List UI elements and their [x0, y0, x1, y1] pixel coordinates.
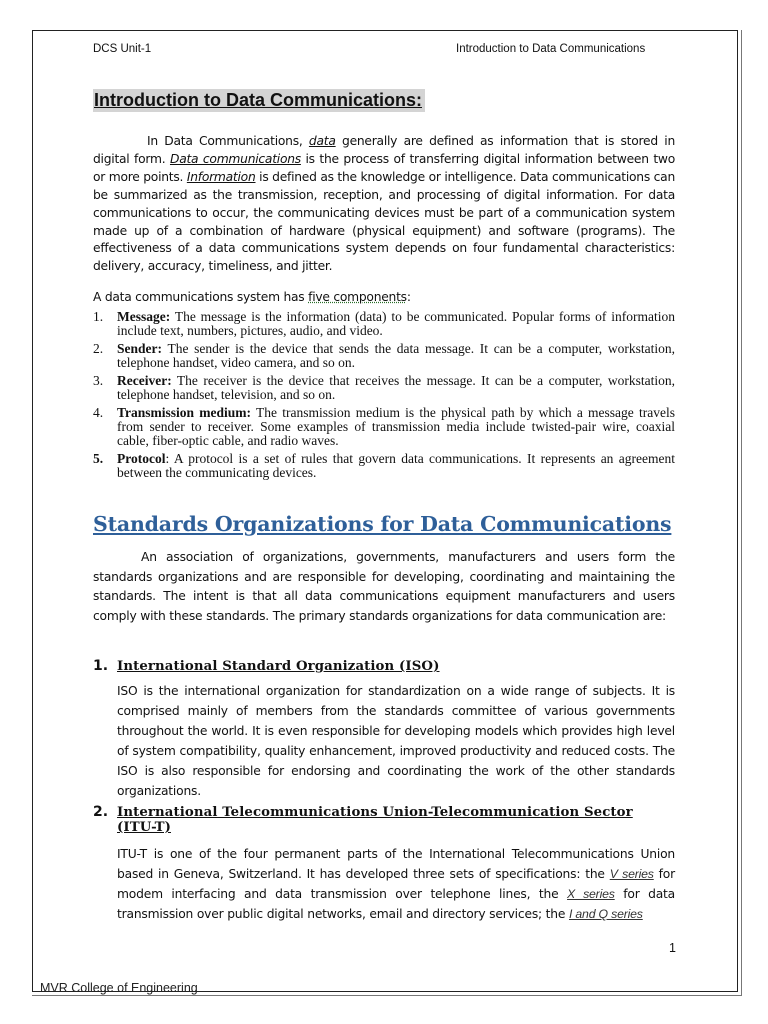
x-series-link: X series	[567, 887, 615, 901]
standards-paragraph: An association of organizations, governments, manufacturers and users form the standards organizations and are responsible for developing, coordinating and maintaining the standards. The intent is that all data communications equipment manufacturers and users comply with these standards. The primary standards organizations for data communication are:	[93, 550, 675, 623]
header-right: Introduction to Data Communications	[456, 43, 646, 55]
page-border-left	[32, 30, 33, 992]
list-item: 2. Sender: The sender is the device that sends the data message. It can be a computer, workstation, telephone handset, video camera, and so on.	[93, 340, 675, 371]
page-number: 1	[669, 941, 676, 955]
i-and-q-series-link: I and Q series	[568, 907, 643, 921]
section-heading-standards: Standards Organizations for Data Communications	[93, 512, 672, 536]
list-item: 3. Receiver: The receiver is the device that receives the message. It can be a computer, workstation, telephone handset, television, and so on.	[93, 372, 675, 403]
term-data: data	[308, 134, 336, 148]
org-body-iso: ISO is the international organization for standardization on a wide range of subjects. It is comprised mainly of members from the standards committee of various governments throughout the world. It is even responsible for developing models which provides high level of system compatibility, quality enhancement, improved productivity and reduced costs. The ISO is also responsible for endorsing and coordinating the work of the other standards organizations.	[117, 684, 675, 798]
org-title-itu-t: International Telecommunications Union-Telecommunication Sector (ITU-T)	[117, 805, 633, 835]
page-border-right	[737, 30, 738, 992]
org-title-iso: International Standard Organization (ISO)	[117, 659, 440, 674]
components-list	[93, 310, 675, 484]
page-title: Introduction to Data Communications:	[93, 89, 425, 112]
list-item: 1. Message: The message is the information (data) to be communicated. Popular forms of information include text, numbers, pictures, audio, and video.	[93, 309, 675, 339]
list-item: 5. Protocol: A protocol is a set of rules that govern data communications. It represents an agreement between the communicating devices.	[93, 450, 675, 481]
header-left: DCS Unit-1	[93, 43, 152, 55]
components-intro: A data communications system has five components:	[93, 290, 411, 304]
org-number: 2.	[93, 804, 109, 820]
intro-paragraph: In Data Communications, data generally are defined as information that is stored in digital form. Data communications is the process of transferring digital information between two or more points. Information is defined as the knowledge or intelligence. Data communications can be summarized as the transmission, reception, and processing of digital information. For data communications to occur, the communicating devices must be part of a communication system made up of a combination of hardware (physical equipment) and software (programs). The effectiveness of a data communications system depends on four fundamental characteristics: delivery, accuracy, timeliness, and jitter.	[93, 134, 675, 274]
page-border-shadow-right	[741, 30, 742, 996]
page-border-top	[32, 30, 738, 31]
org-number: 1.	[93, 658, 109, 674]
v-series-link: V series	[609, 867, 654, 881]
five-components-highlight: five components	[308, 290, 407, 304]
org-body-itu-t: ITU-T is one of the four permanent parts of the International Telecommunications Union based in Geneva, Switzerland. It has developed three sets of specifications: the V series for modem interfacing and data transmission over telephone lines, the X series for data transmission over public digital networks, email and directory services; the I and Q series	[117, 847, 676, 921]
term-information: Information	[186, 169, 256, 184]
page-border-shadow-bottom	[32, 995, 742, 996]
list-item: 4. Transmission medium: The transmission medium is the physical path by which a message travels from sender to receiver. Some examples of transmission media include twisted-pair wire, coaxial cable, fiber-optic cable, and radio waves.	[93, 404, 675, 449]
footer-text: MVR College of Engineering	[40, 981, 198, 995]
term-data-communications: Data communications	[169, 151, 301, 166]
